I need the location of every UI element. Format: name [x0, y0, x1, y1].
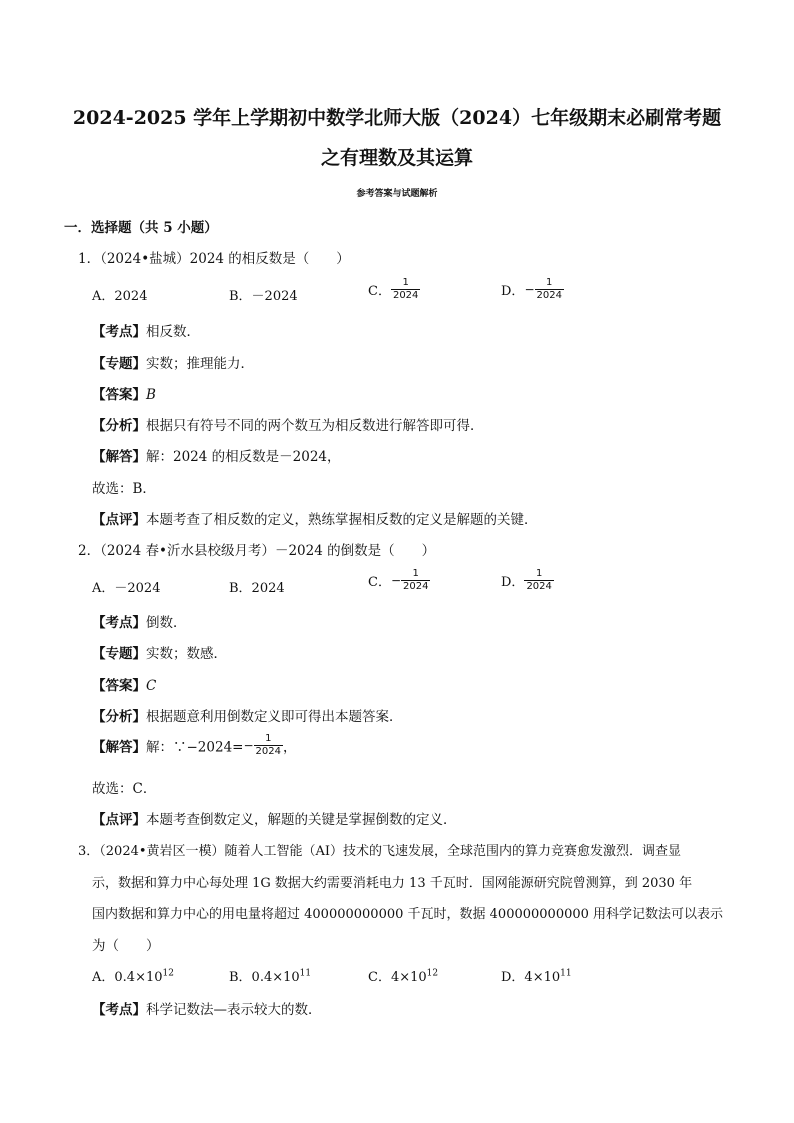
q3-option-b-exponent: 11	[299, 968, 312, 979]
q3-option-a-exponent: 12	[162, 968, 174, 979]
q1-daan-text: B	[146, 387, 156, 403]
q3-option-c-base: C．4×10	[368, 970, 427, 985]
q2-jieda-numerator: 1	[265, 733, 272, 744]
q2-jieda-minus: −	[243, 738, 254, 753]
question-3-stem-line3: 国内数据和算力中心的用电量将超过 400000000000 千瓦时，数据 400000000000 用科学记数法可以表示	[92, 907, 724, 922]
q2-option-c-minus: −	[390, 573, 402, 588]
q1-fenxi	[92, 414, 484, 434]
dianping-label: 【点评】	[92, 512, 146, 528]
q1-zhuanti-text: 实数；推理能力．	[146, 356, 254, 372]
q2-jieda	[92, 733, 297, 758]
q1-option-d	[501, 277, 564, 302]
question-2-stem: 2．（2024 春•沂水县校级月考）－2024 的倒数是（ ）	[78, 543, 436, 559]
q1-zhuanti	[92, 352, 254, 372]
page-subtitle: 参考答案与试题解析	[356, 189, 438, 199]
q1-jieda	[92, 445, 341, 465]
q3-option-a	[92, 966, 174, 985]
q2-kaodian	[92, 611, 187, 631]
kaodian-label: 【考点】	[92, 1002, 146, 1018]
q2-zhuanti-text: 实数；数感．	[146, 646, 227, 662]
q2-jieda-prefix: 解：∵−2024=	[146, 739, 244, 756]
q2-fenxi	[92, 705, 403, 725]
q2-kaodian-text: 倒数．	[146, 615, 187, 631]
q3-option-b	[229, 966, 311, 985]
q2-option-c-prefix: C．	[368, 575, 391, 590]
question-3-stem-line1: 3．（2024•黄岩区一模）随着人工智能（AI）技术的飞速发展，全球范围内的算力竞赛愈发激烈．调查显	[78, 844, 682, 859]
page-title-line2: 之有理数及其运算	[320, 147, 473, 169]
q3-option-b-base: B．0.4×10	[229, 970, 300, 985]
q1-option-b: B．－2024	[229, 289, 298, 304]
q1-option-c-numerator: 1	[402, 277, 409, 288]
q2-option-b: B．2024	[229, 581, 285, 596]
jieda-label: 【解答】	[92, 449, 146, 465]
q1-option-c-prefix: C．	[368, 284, 391, 299]
q1-option-d-minus: −	[524, 282, 535, 297]
fenxi-label: 【分析】	[92, 418, 146, 434]
q2-option-c	[368, 568, 430, 593]
section-heading: 一．选择题（共 5 小题）	[64, 220, 218, 236]
kaodian-label: 【考点】	[92, 324, 146, 340]
q1-guxuan: 故选：B．	[92, 481, 156, 497]
zhuanti-label: 【专题】	[92, 646, 146, 662]
daan-label: 【答案】	[92, 678, 146, 694]
q1-dianping	[92, 508, 538, 528]
q2-dianping	[92, 808, 457, 828]
q1-option-c-fraction	[391, 277, 420, 302]
q2-zhuanti	[92, 642, 227, 662]
page-title-line1: 2024-2025 学年上学期初中数学北师大版（2024）七年级期末必刷常考题	[72, 107, 722, 129]
q3-kaodian	[92, 998, 322, 1018]
q1-kaodian-text: 相反数．	[146, 324, 200, 340]
q3-option-c	[368, 966, 438, 985]
q1-option-a: A．2024	[92, 289, 148, 304]
q1-fenxi-text: 根据只有符号不同的两个数互为相反数进行解答即可得．	[146, 418, 484, 434]
zhuanti-label: 【专题】	[92, 356, 146, 372]
q2-option-a: A．－2024	[92, 581, 161, 596]
q2-option-c-denominator: 2024	[403, 581, 429, 592]
q3-kaodian-text: 科学记数法—表示较大的数．	[146, 1002, 322, 1018]
q3-option-d-exponent: 11	[560, 968, 572, 979]
daan-label: 【答案】	[92, 387, 146, 403]
question-3-stem-line4: 为（ ）	[92, 938, 160, 954]
q2-dianping-text: 本题考查倒数定义，解题的关键是掌握倒数的定义．	[146, 812, 457, 828]
question-3-stem-line2: 示，数据和算力中心每处理 1G 数据大约需要消耗电力 13 千瓦时．国网能源研究院曾测算，到 2030 年	[92, 876, 693, 891]
q2-option-d-denominator: 2024	[526, 581, 552, 592]
q2-option-c-numerator: 1	[412, 568, 419, 579]
q1-option-d-numerator: 1	[546, 277, 553, 288]
q3-option-c-exponent: 12	[426, 968, 439, 979]
kaodian-label: 【考点】	[92, 615, 146, 631]
q2-guxuan: 故选：C．	[92, 781, 157, 797]
q2-option-d-fraction	[524, 568, 553, 593]
q2-jieda-denominator: 2024	[255, 746, 281, 757]
q1-daan	[92, 383, 156, 403]
jieda-label: 【解答】	[92, 739, 146, 756]
dianping-label: 【点评】	[92, 812, 146, 828]
q1-option-d-denominator: 2024	[536, 290, 562, 301]
q1-dianping-text: 本题考查了相反数的定义，熟练掌握相反数的定义是解题的关键．	[146, 512, 538, 528]
q2-option-d	[501, 568, 554, 593]
q1-jieda-text: 解：2024 的相反数是－2024，	[146, 449, 341, 465]
question-1-stem: 1．（2024•盐城）2024 的相反数是（ ）	[78, 251, 350, 267]
q3-option-a-base: A．0.4×10	[92, 970, 163, 985]
q2-option-d-numerator: 1	[535, 568, 543, 579]
q1-kaodian	[92, 320, 200, 340]
q1-option-d-prefix: D．	[501, 284, 525, 299]
q2-option-d-prefix: D．	[501, 575, 525, 590]
q2-daan	[92, 674, 156, 694]
fenxi-label: 【分析】	[92, 709, 146, 725]
q1-option-c	[368, 277, 420, 302]
q2-daan-text: C	[146, 678, 157, 694]
q3-option-d-base: D．4×10	[501, 970, 561, 985]
q1-option-c-denominator: 2024	[392, 290, 419, 301]
q2-option-c-fraction	[401, 568, 430, 593]
q2-fenxi-text: 根据题意利用倒数定义即可得出本题答案．	[146, 709, 403, 725]
q3-option-d	[501, 966, 572, 985]
q2-jieda-fraction	[254, 733, 283, 758]
q2-jieda-suffix: ，	[283, 739, 297, 756]
q1-option-d-fraction	[535, 277, 564, 302]
